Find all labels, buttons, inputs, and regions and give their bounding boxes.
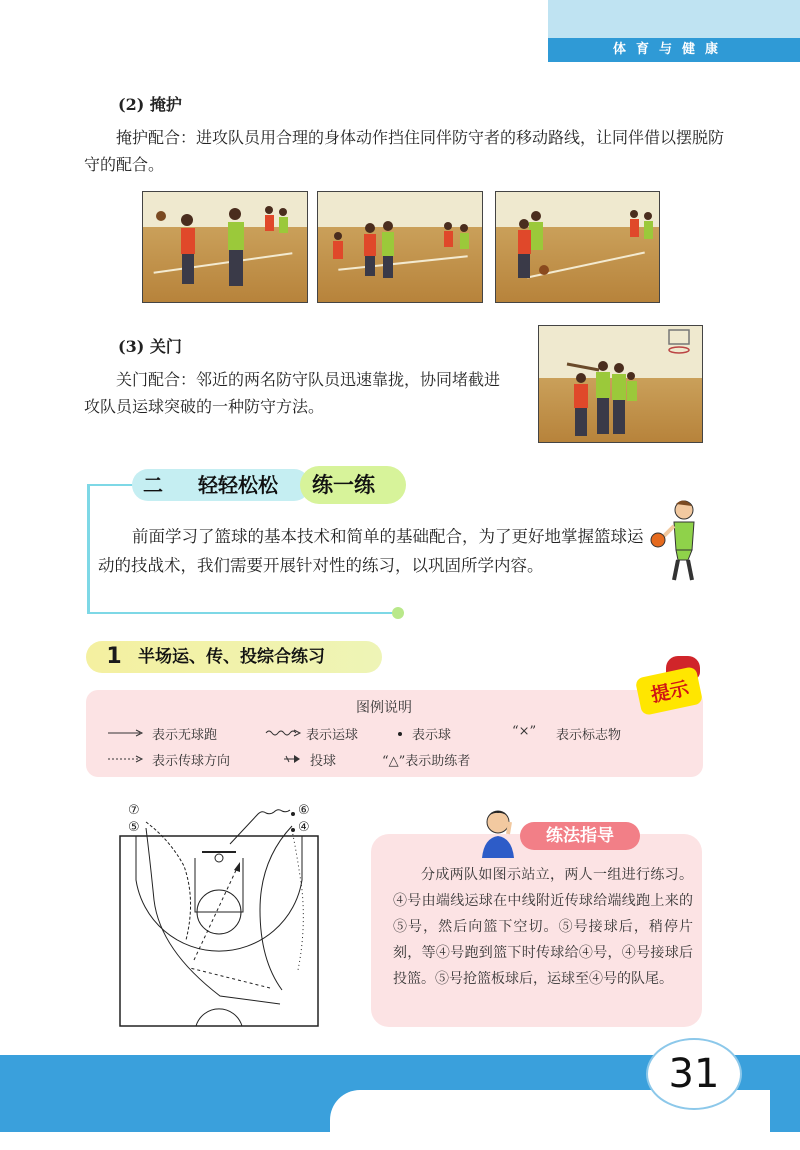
photo-cover-3 [495, 191, 660, 303]
coach-illustration [476, 804, 520, 858]
player-7-label: ⑦ [128, 803, 140, 818]
pass-arrow-icon [106, 752, 146, 766]
dribble-arrow-icon [264, 726, 304, 740]
legend-pass: 表示传球方向 [152, 754, 231, 769]
run-arrow-icon [106, 726, 146, 740]
player-6-label: ⑥ [298, 803, 310, 818]
photo-cover-2 [317, 191, 483, 303]
shot-arrow-icon [282, 752, 304, 766]
section-intro: 前面学习了篮球的基本技术和简单的基础配合，为了更好地掌握篮球运动的技战术，我们需要开展针对性的练习，以巩固所学内容。 [98, 527, 644, 575]
section-frame-bottom [87, 612, 399, 614]
player-illustration [648, 498, 708, 586]
section-frame-left [87, 484, 90, 614]
player-5-label: ⑤ [128, 820, 140, 835]
section-title: 轻轻松松 [198, 473, 278, 497]
legend-shot: 投球 [310, 754, 337, 769]
legend-ball: 表示球 [412, 728, 452, 743]
legend-marker-symbol: “×” [512, 724, 537, 739]
legend-helper: “△”表示助练者 [382, 754, 471, 769]
section-frame-top [87, 484, 135, 486]
legend-title: 图例说明 [356, 700, 412, 716]
cover-text: 掩护配合：进攻队员用合理的身体动作挡住同伴防守者的移动路线，让同伴借以摆脱防守的配合。 [84, 128, 725, 174]
photo-close-door [538, 325, 703, 443]
header-title: 体育与健康 [612, 42, 728, 57]
ball-dot-icon [398, 732, 402, 736]
section-number: 二 [143, 473, 163, 497]
page-number: 31 [668, 1051, 720, 1097]
close-door-text: 关门配合：邻近的两名防守队员迅速靠拢，协同堵截进攻队员运球突破的一种防守方法。 [84, 370, 501, 416]
practice-title: 半场运、传、投综合练习 [138, 647, 325, 667]
player-4-label: ④ [298, 820, 310, 835]
cover-heading: (2) 掩护 [118, 95, 182, 114]
practice-number: 1 [106, 644, 122, 669]
court-diagram [110, 800, 322, 1030]
section-frame-dot [392, 607, 404, 619]
guide-title: 练法指导 [546, 826, 614, 846]
legend-marker: 表示标志物 [556, 728, 622, 743]
close-door-heading: (3) 关门 [118, 337, 182, 356]
guide-text: 分成两队如图示站立，两人一组进行练习。④号由端线运球在中线附近传球给端线跑上来的⑤号，然后向篮下空切。⑤号接球后，稍停片刻，等④号跑到篮下时传球给④号，④号接球后投篮。⑤号抢篮板球后，运球至④号的队尾。 [393, 867, 693, 987]
section-subtitle: 练一练 [312, 473, 375, 497]
tip-label: 提示 [649, 677, 691, 707]
legend-dribble: 表示运球 [306, 728, 359, 743]
photo-cover-1 [142, 191, 308, 303]
legend-run: 表示无球跑 [152, 728, 218, 743]
